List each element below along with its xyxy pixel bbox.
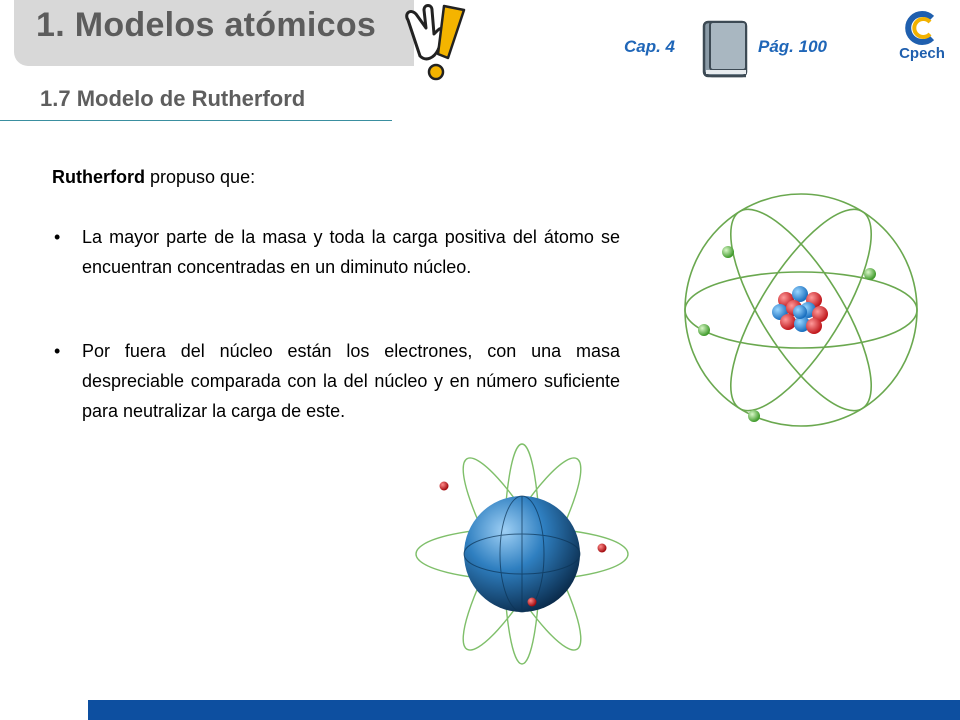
pointing-hand-exclamation-icon bbox=[398, 0, 476, 86]
cpech-logo bbox=[886, 4, 958, 64]
bullet-text: La mayor parte de la masa y toda la carga positiva del átomo se encuentran concentradas en un diminuto núcleo. bbox=[82, 227, 620, 277]
bullet-item bbox=[52, 336, 620, 426]
planetary-atom-illustration bbox=[408, 436, 634, 666]
section-subtitle: 1.7 Modelo de Rutherford bbox=[40, 86, 306, 111]
chapter-reference: Cap. 4 bbox=[624, 37, 676, 56]
book-icon bbox=[694, 16, 756, 80]
subtitle-underline bbox=[0, 120, 392, 121]
page-title: 1. Modelos atómicos bbox=[36, 6, 377, 44]
bullet-marker: • bbox=[54, 227, 61, 247]
page-reference: Pág. 100 bbox=[758, 37, 827, 56]
intro-bold: Rutherford bbox=[52, 167, 145, 187]
intro-rest: propuso que: bbox=[145, 167, 256, 187]
rutherford-atom-illustration bbox=[676, 188, 926, 432]
footer-bar bbox=[88, 700, 960, 720]
bullet-item bbox=[52, 222, 620, 282]
intro-text bbox=[52, 167, 255, 188]
logo-text: Cpech bbox=[899, 45, 945, 62]
bullet-marker: • bbox=[54, 341, 61, 361]
bullet-text: Por fuera del núcleo están los electrones, con una masa despreciable comparada con la del núcleo y en número suficiente para neutralizar la carga de este. bbox=[82, 341, 620, 421]
